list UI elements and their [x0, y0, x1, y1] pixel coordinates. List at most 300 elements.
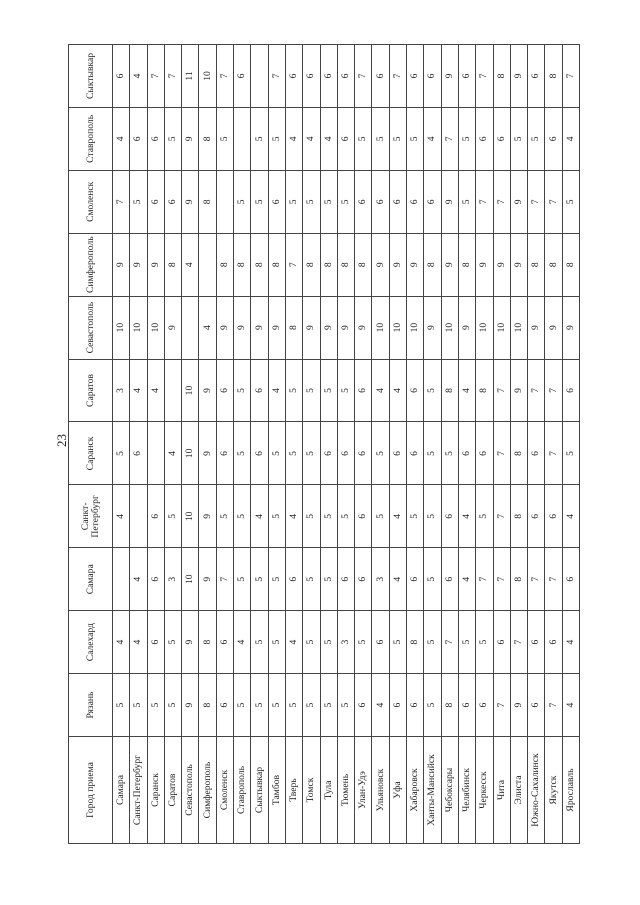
table-cell: 10 — [182, 548, 199, 611]
table-cell: 7 — [493, 170, 510, 233]
table-cell: 9 — [493, 233, 510, 296]
table-cell: 5 — [285, 422, 302, 485]
table-cell: 5 — [216, 107, 233, 170]
table-row — [285, 45, 302, 844]
column-header: Смоленск — [69, 170, 113, 233]
table-cell: 6 — [441, 485, 458, 548]
table-row — [303, 45, 320, 844]
table-row — [268, 45, 285, 844]
table-cell: 4 — [458, 485, 475, 548]
table-cell: 4 — [389, 485, 406, 548]
table-cell: 4 — [562, 485, 579, 548]
table-cell: 5 — [337, 170, 354, 233]
table-cell: 9 — [337, 296, 354, 359]
table-cell: 3 — [337, 611, 354, 674]
table-cell: 9 — [199, 548, 216, 611]
table-cell: 8 — [268, 233, 285, 296]
table-cell: 5 — [303, 422, 320, 485]
table-cell: 8 — [337, 233, 354, 296]
table-cell: 8 — [199, 107, 216, 170]
column-header: Самара — [69, 548, 113, 611]
table-cell: 10 — [147, 296, 164, 359]
table-cell: 5 — [268, 674, 285, 737]
table-cell: 7 — [493, 674, 510, 737]
row-city: Чита — [493, 737, 510, 844]
table-cell: 9 — [234, 296, 251, 359]
table-cell: 5 — [458, 107, 475, 170]
table-cell: 5 — [130, 170, 147, 233]
table-cell: 4 — [268, 359, 285, 422]
table-row — [424, 45, 441, 844]
table-cell: 4 — [182, 233, 199, 296]
table-cell: 6 — [337, 422, 354, 485]
table-cell: 6 — [372, 170, 389, 233]
table-cell: 4 — [285, 107, 302, 170]
table-cell: 10 — [493, 296, 510, 359]
table-cell: 8 — [458, 233, 475, 296]
table-cell: 6 — [545, 485, 562, 548]
table-cell: 5 — [337, 485, 354, 548]
table-row — [234, 45, 251, 844]
table-cell: 5 — [234, 422, 251, 485]
table-cell: 6 — [476, 422, 493, 485]
table-cell: 4 — [458, 548, 475, 611]
table-cell: 5 — [268, 548, 285, 611]
table-row — [164, 45, 181, 844]
table-cell: 6 — [130, 107, 147, 170]
table-cell: 6 — [424, 170, 441, 233]
row-city: Смоленск — [216, 737, 233, 844]
table-cell: 7 — [545, 674, 562, 737]
table-cell: 3 — [113, 359, 130, 422]
table-cell: 4 — [424, 107, 441, 170]
table-cell: 6 — [407, 422, 424, 485]
table-cell: 5 — [234, 170, 251, 233]
row-city: Чебоксары — [441, 737, 458, 844]
table-cell: 6 — [216, 359, 233, 422]
table-cell: 7 — [528, 359, 545, 422]
table-cell: 4 — [372, 359, 389, 422]
row-city: Самара — [113, 737, 130, 844]
column-header: Салехард — [69, 611, 113, 674]
table-cell — [113, 548, 130, 611]
table-cell: 9 — [182, 170, 199, 233]
table-cell: 4 — [562, 611, 579, 674]
table-cell: 9 — [528, 296, 545, 359]
table-cell: 9 — [441, 170, 458, 233]
table-cell: 6 — [147, 107, 164, 170]
table-cell: 7 — [493, 548, 510, 611]
table-cell: 6 — [130, 422, 147, 485]
table-cell: 5 — [285, 359, 302, 422]
table-cell: 9 — [441, 45, 458, 108]
row-city: Черкесск — [476, 737, 493, 844]
table-row — [251, 45, 268, 844]
table-cell: 4 — [285, 611, 302, 674]
table-cell: 5 — [407, 107, 424, 170]
table-cell: 7 — [441, 611, 458, 674]
table-cell: 5 — [234, 548, 251, 611]
table-cell: 9 — [510, 233, 527, 296]
table-cell: 10 — [510, 296, 527, 359]
table-row — [407, 45, 424, 844]
table-cell: 4 — [130, 611, 147, 674]
table-cell — [130, 485, 147, 548]
table-cell: 7 — [545, 359, 562, 422]
column-header: Рязань — [69, 674, 113, 737]
table-cell: 4 — [164, 422, 181, 485]
table-cell: 9 — [510, 45, 527, 108]
table-cell: 5 — [372, 107, 389, 170]
table-row — [528, 45, 545, 844]
table-cell: 6 — [285, 548, 302, 611]
row-city: Саранск — [147, 737, 164, 844]
table-cell: 8 — [545, 233, 562, 296]
table-cell: 9 — [199, 485, 216, 548]
table-cell: 7 — [113, 170, 130, 233]
table-cell: 5 — [268, 107, 285, 170]
table-cell: 5 — [355, 107, 372, 170]
table-cell: 4 — [285, 485, 302, 548]
table-cell: 5 — [251, 548, 268, 611]
table-cell: 4 — [130, 45, 147, 108]
row-city: Севастополь — [182, 737, 199, 844]
table-cell: 4 — [113, 611, 130, 674]
table-cell: 9 — [199, 359, 216, 422]
table-cell: 9 — [355, 296, 372, 359]
table-cell: 5 — [389, 107, 406, 170]
table-cell: 8 — [285, 296, 302, 359]
table-cell: 5 — [251, 107, 268, 170]
table-cell: 4 — [389, 548, 406, 611]
table-cell: 5 — [441, 422, 458, 485]
table-cell: 5 — [476, 485, 493, 548]
table-cell: 5 — [320, 674, 337, 737]
table-cell: 10 — [130, 296, 147, 359]
row-city: Санкт-Петербург — [130, 737, 147, 844]
table-cell: 5 — [164, 485, 181, 548]
table-cell: 6 — [320, 45, 337, 108]
table-cell: 5 — [320, 548, 337, 611]
table-cell: 10 — [182, 359, 199, 422]
row-city: Челябинск — [458, 737, 475, 844]
table-cell: 5 — [268, 611, 285, 674]
table-cell: 6 — [424, 45, 441, 108]
distance-table — [68, 44, 580, 844]
table-cell: 5 — [372, 422, 389, 485]
table-cell: 5 — [164, 611, 181, 674]
table-cell: 6 — [562, 548, 579, 611]
table-cell — [251, 45, 268, 108]
row-city: Тула — [320, 737, 337, 844]
table-cell: 4 — [562, 107, 579, 170]
table-cell: 7 — [545, 548, 562, 611]
table-cell: 7 — [216, 45, 233, 108]
table-cell: 6 — [337, 107, 354, 170]
table-cell: 5 — [147, 674, 164, 737]
table-cell — [216, 170, 233, 233]
table-cell: 8 — [355, 233, 372, 296]
table-cell: 7 — [164, 45, 181, 108]
table-row — [562, 45, 579, 844]
table-cell: 5 — [424, 611, 441, 674]
row-city: Тверь — [285, 737, 302, 844]
table-row — [355, 45, 372, 844]
table-cell: 10 — [441, 296, 458, 359]
table-cell: 4 — [130, 359, 147, 422]
column-header: Сыктывкар — [69, 45, 113, 108]
table-cell: 5 — [562, 170, 579, 233]
table-cell: 9 — [441, 233, 458, 296]
table-cell: 10 — [372, 296, 389, 359]
table-cell: 5 — [528, 107, 545, 170]
table-cell: 3 — [372, 548, 389, 611]
row-city: Элиста — [510, 737, 527, 844]
table-cell: 6 — [355, 170, 372, 233]
table-cell: 6 — [528, 422, 545, 485]
table-row — [199, 45, 216, 844]
table-cell: 9 — [476, 233, 493, 296]
table-cell: 8 — [251, 233, 268, 296]
table-cell: 5 — [285, 170, 302, 233]
table-cell: 5 — [303, 548, 320, 611]
table-cell: 5 — [372, 485, 389, 548]
table-cell: 5 — [407, 485, 424, 548]
table-cell: 6 — [147, 548, 164, 611]
table-cell: 6 — [320, 422, 337, 485]
table-cell: 6 — [476, 674, 493, 737]
table-cell: 7 — [476, 45, 493, 108]
table-cell: 5 — [320, 611, 337, 674]
table-row — [320, 45, 337, 844]
table-cell: 4 — [303, 107, 320, 170]
row-city: Южно-Сахалинск — [528, 737, 545, 844]
table-cell: 5 — [355, 611, 372, 674]
table-cell: 9 — [510, 674, 527, 737]
column-header: Симферополь — [69, 233, 113, 296]
table-cell: 7 — [389, 45, 406, 108]
table-cell: 9 — [510, 359, 527, 422]
table-cell: 10 — [182, 422, 199, 485]
table-cell: 5 — [251, 611, 268, 674]
table-cell — [164, 359, 181, 422]
table-cell: 7 — [355, 45, 372, 108]
table-cell: 8 — [510, 485, 527, 548]
table-cell: 11 — [182, 45, 199, 108]
table-cell: 6 — [528, 611, 545, 674]
table-cell: 8 — [199, 611, 216, 674]
table-cell: 6 — [355, 674, 372, 737]
table-cell: 6 — [562, 359, 579, 422]
table-row — [147, 45, 164, 844]
column-header: Саранск — [69, 422, 113, 485]
table-cell: 5 — [234, 485, 251, 548]
table-cell: 10 — [182, 485, 199, 548]
table-cell: 6 — [458, 422, 475, 485]
table-cell: 5 — [476, 611, 493, 674]
table-cell: 4 — [389, 359, 406, 422]
table-cell: 5 — [510, 107, 527, 170]
page-number: 23 — [54, 434, 69, 447]
table-cell: 5 — [251, 170, 268, 233]
table-cell: 7 — [476, 170, 493, 233]
table-cell: 5 — [389, 611, 406, 674]
row-city: Тамбов — [268, 737, 285, 844]
table-cell: 3 — [164, 548, 181, 611]
table-cell: 5 — [268, 422, 285, 485]
row-city: Хабаровск — [407, 737, 424, 844]
table-cell: 6 — [147, 170, 164, 233]
row-city: Ярославль — [562, 737, 579, 844]
table-cell: 4 — [147, 359, 164, 422]
table-cell: 8 — [510, 422, 527, 485]
table-cell: 5 — [320, 359, 337, 422]
table-row — [389, 45, 406, 844]
column-header: Ставрополь — [69, 107, 113, 170]
table-row — [493, 45, 510, 844]
table-cell: 6 — [407, 45, 424, 108]
table-cell: 6 — [458, 45, 475, 108]
table-cell: 4 — [113, 485, 130, 548]
table-cell: 6 — [216, 422, 233, 485]
table-row — [130, 45, 147, 844]
table-row — [216, 45, 233, 844]
table-row — [372, 45, 389, 844]
row-city: Сыктывкар — [251, 737, 268, 844]
table-cell: 7 — [147, 45, 164, 108]
table-cell: 6 — [407, 359, 424, 422]
table-cell: 6 — [234, 45, 251, 108]
table-cell: 5 — [234, 674, 251, 737]
table-cell: 7 — [493, 422, 510, 485]
row-city: Ставрополь — [234, 737, 251, 844]
table-cell: 9 — [407, 233, 424, 296]
table-cell: 5 — [303, 170, 320, 233]
table-cell: 8 — [562, 233, 579, 296]
row-city: Саратов — [164, 737, 181, 844]
table-cell: 9 — [216, 296, 233, 359]
table-cell: 5 — [562, 422, 579, 485]
table-cell: 5 — [320, 170, 337, 233]
column-header: Санкт-Петербург — [69, 485, 113, 548]
distance-table-container — [68, 44, 576, 844]
table-row — [510, 45, 527, 844]
table-cell: 7 — [493, 485, 510, 548]
table-cell: 6 — [545, 611, 562, 674]
table-cell: 9 — [372, 233, 389, 296]
table-cell: 7 — [562, 45, 579, 108]
table-cell: 5 — [285, 674, 302, 737]
table-cell: 5 — [458, 170, 475, 233]
table-cell: 6 — [407, 170, 424, 233]
table-cell: 7 — [216, 548, 233, 611]
table-cell: 7 — [545, 422, 562, 485]
table-cell: 8 — [528, 233, 545, 296]
table-cell: 6 — [389, 422, 406, 485]
table-cell: 8 — [441, 359, 458, 422]
table-cell: 9 — [424, 296, 441, 359]
table-cell: 8 — [424, 233, 441, 296]
table-cell: 4 — [199, 296, 216, 359]
table-row — [337, 45, 354, 844]
table-cell: 9 — [147, 233, 164, 296]
row-city: Симферополь — [199, 737, 216, 844]
table-cell: 9 — [164, 296, 181, 359]
table-cell: 4 — [562, 674, 579, 737]
table-cell: 7 — [268, 45, 285, 108]
table-cell: 5 — [424, 359, 441, 422]
table-row — [182, 45, 199, 844]
table-cell: 6 — [268, 170, 285, 233]
table-cell: 7 — [441, 107, 458, 170]
table-cell: 9 — [251, 296, 268, 359]
table-cell: 8 — [510, 548, 527, 611]
table-row — [113, 45, 130, 844]
table-cell: 10 — [199, 45, 216, 108]
table-cell: 4 — [372, 674, 389, 737]
table-cell: 5 — [424, 548, 441, 611]
table-cell: 5 — [424, 485, 441, 548]
table-cell: 4 — [458, 359, 475, 422]
table-cell: 4 — [251, 485, 268, 548]
table-cell: 9 — [182, 611, 199, 674]
table-cell: 7 — [528, 170, 545, 233]
table-cell — [182, 296, 199, 359]
table-cell: 9 — [545, 296, 562, 359]
table-cell: 9 — [182, 107, 199, 170]
table-cell: 6 — [113, 45, 130, 108]
table-cell: 7 — [545, 170, 562, 233]
table-cell: 5 — [234, 359, 251, 422]
table-row — [476, 45, 493, 844]
table-cell: 5 — [337, 359, 354, 422]
table-cell: 6 — [389, 170, 406, 233]
table-row — [458, 45, 475, 844]
table-cell: 9 — [562, 296, 579, 359]
table-cell: 8 — [234, 233, 251, 296]
table-cell: 9 — [130, 233, 147, 296]
table-row — [545, 45, 562, 844]
table-row — [441, 45, 458, 844]
table-cell: 7 — [510, 611, 527, 674]
table-cell: 5 — [216, 485, 233, 548]
table-cell: 5 — [113, 674, 130, 737]
table-cell: 6 — [355, 422, 372, 485]
table-cell: 7 — [285, 233, 302, 296]
row-city: Уфа — [389, 737, 406, 844]
table-cell: 9 — [320, 296, 337, 359]
table-cell: 5 — [303, 359, 320, 422]
table-cell: 6 — [372, 611, 389, 674]
table-cell: 7 — [528, 548, 545, 611]
row-city: Томск — [303, 737, 320, 844]
table-cell: 5 — [303, 674, 320, 737]
table-cell: 9 — [268, 296, 285, 359]
table-cell: 5 — [251, 674, 268, 737]
table-cell: 4 — [234, 611, 251, 674]
table-cell: 6 — [389, 674, 406, 737]
table-cell: 5 — [268, 485, 285, 548]
table-cell: 8 — [493, 45, 510, 108]
table-cell: 5 — [164, 674, 181, 737]
table-cell: 9 — [458, 296, 475, 359]
table-cell: 9 — [113, 233, 130, 296]
table-cell: 8 — [476, 359, 493, 422]
table-cell: 8 — [216, 233, 233, 296]
table-cell: 5 — [303, 485, 320, 548]
table-cell: 4 — [130, 548, 147, 611]
table-cell: 8 — [303, 233, 320, 296]
